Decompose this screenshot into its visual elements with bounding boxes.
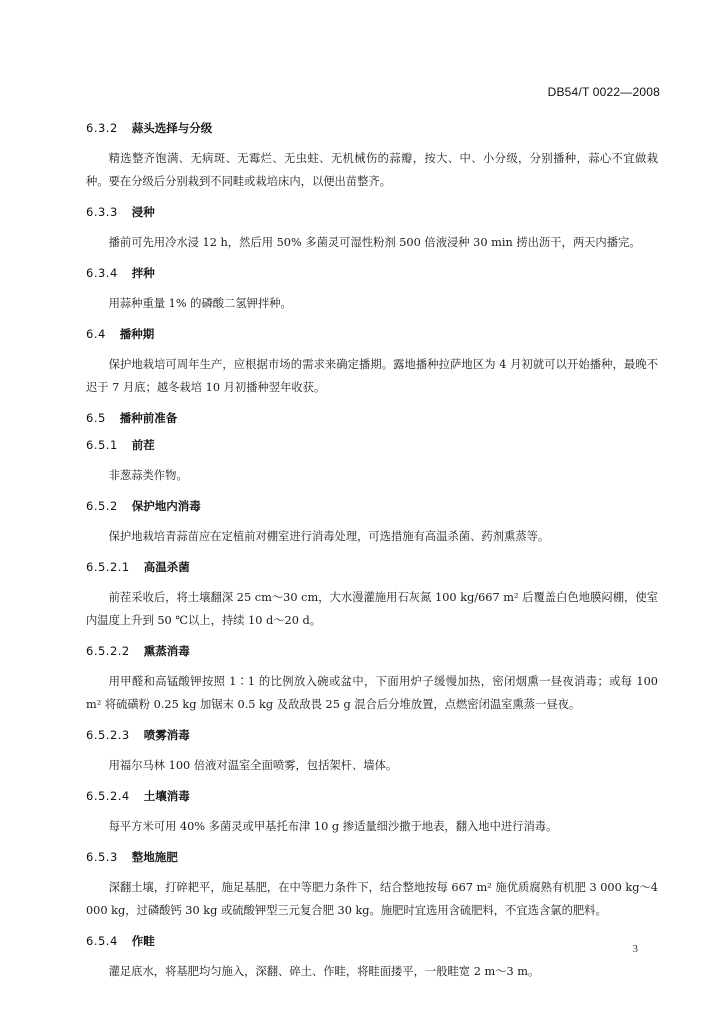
- section-heading-6-5: [86, 410, 658, 426]
- section-number: 6.5.1: [86, 438, 118, 452]
- section-paragraph: 用蒜种重量 1% 的磷酸二氢钾拌种。: [108, 297, 292, 310]
- section-title: 土壤消毒: [143, 789, 190, 803]
- section-number: 6.4: [86, 327, 106, 341]
- section-heading-6-3-3: [86, 204, 658, 220]
- section-heading-6-5-2: [86, 498, 658, 514]
- section-number: 6.5.4: [86, 934, 118, 948]
- section-title: 拌种: [131, 266, 155, 280]
- section-number: 6.3.2: [86, 121, 118, 135]
- section-paragraph: 深翻土壤，打碎耙平，施足基肥，在中等肥力条件下，结合整地按每 667 m² 施优质腐熟有机肥 3 000 kg～4 000 kg，过磷酸钙 30 kg 或硫酸钾型三元复合肥 30 kg。施肥时宜选用含硫肥料，不宜选含氯的肥料。: [86, 881, 658, 917]
- section-heading-6-3-4: [86, 265, 658, 281]
- section-number: 6.3.4: [86, 266, 118, 280]
- section-paragraph: 保护地栽培可周年生产，应根据市场的需求来确定播期。露地播种拉萨地区为 4 月初就可以开始播种，最晚不迟于 7 月底；越冬栽培 10 月初播种翌年收获。: [86, 358, 658, 394]
- section-heading-6-5-2-4: [86, 788, 658, 804]
- section-title: 浸种: [131, 205, 155, 219]
- section-number: 6.5.2: [86, 499, 118, 513]
- section-heading-6-5-4: [86, 933, 658, 949]
- section-title: 作畦: [131, 934, 155, 948]
- section-title: 蒜头选择与分级: [131, 121, 213, 135]
- section-heading-6-5-2-1: [86, 559, 658, 575]
- document-body: [86, 120, 658, 994]
- section-number: 6.5.2.4: [86, 789, 130, 803]
- section-number: 6.5.2.2: [86, 644, 130, 658]
- section-paragraph: 播前可先用冷水浸 12 h，然后用 50% 多菌灵可湿性粉剂 500 倍液浸种 30 min 捞出沥干，两天内播完。: [108, 236, 641, 249]
- section-heading-6-5-1: [86, 437, 658, 453]
- page-number: 3: [632, 943, 638, 955]
- section-number: 6.5.3: [86, 850, 118, 864]
- section-paragraph: 每平方米可用 40% 多菌灵或甲基托布津 10 g 掺适量细沙撒于地表，翻入地中进行消毒。: [108, 820, 558, 833]
- section-heading-6-5-2-2: [86, 643, 658, 659]
- section-number: 6.3.3: [86, 205, 118, 219]
- section-heading-6-5-2-3: [86, 727, 658, 743]
- section-heading-6-3-2: [86, 120, 658, 136]
- section-paragraph: 前茬采收后，将土壤翻深 25 cm～30 cm，大水漫灌施用石灰氮 100 kg/667 m² 后覆盖白色地膜闷棚，使室内温度上升到 50 ℃以上，持续 10 d～20 d。: [86, 591, 658, 627]
- section-heading-6-5-3: [86, 849, 658, 865]
- section-number: 6.5: [86, 411, 106, 425]
- section-heading-6-4: [86, 326, 658, 342]
- section-number: 6.5.2.1: [86, 560, 130, 574]
- section-title: 播种前准备: [119, 411, 178, 425]
- section-paragraph: 非葱蒜类作物。: [108, 469, 188, 482]
- section-paragraph: 用福尔马林 100 倍液对温室全面喷雾，包括架杆、墙体。: [108, 759, 398, 772]
- section-paragraph: 灌足底水，将基肥均匀施入，深翻、碎土、作畦，将畦面搂平，一般畦宽 2 m～3 m。: [108, 965, 540, 978]
- section-title: 熏蒸消毒: [143, 644, 190, 658]
- section-title: 播种期: [119, 327, 155, 341]
- section-paragraph: 保护地栽培青蒜苗应在定植前对棚室进行消毒处理，可选措施有高温杀菌、药剂熏蒸等。: [108, 530, 550, 543]
- section-paragraph: 用甲醛和高锰酸钾按照 1∶1 的比例放入碗或盆中，下面用炉子缓慢加热，密闭烟熏一昼夜消毒；或每 100 m² 将硫磺粉 0.25 kg 加锯末 0.5 kg 及敌敌畏 25 g 混合后分堆放置，点燃密闭温室熏蒸一昼夜。: [86, 675, 658, 711]
- section-paragraph: 精选整齐饱满、无病斑、无霉烂、无虫蛀、无机械伤的蒜瓣，按大、中、小分级，分别播种，蒜心不宜做栽种。要在分级后分别栽到不同畦或栽培床内，以便出苗整齐。: [86, 152, 658, 188]
- section-number: 6.5.2.3: [86, 728, 130, 742]
- section-title: 整地施肥: [131, 850, 178, 864]
- section-title: 前茬: [131, 438, 155, 452]
- section-title: 喷雾消毒: [143, 728, 190, 742]
- standard-code: DB54/T 0022—2008: [547, 85, 660, 99]
- section-title: 保护地内消毒: [131, 499, 201, 513]
- section-title: 高温杀菌: [143, 560, 190, 574]
